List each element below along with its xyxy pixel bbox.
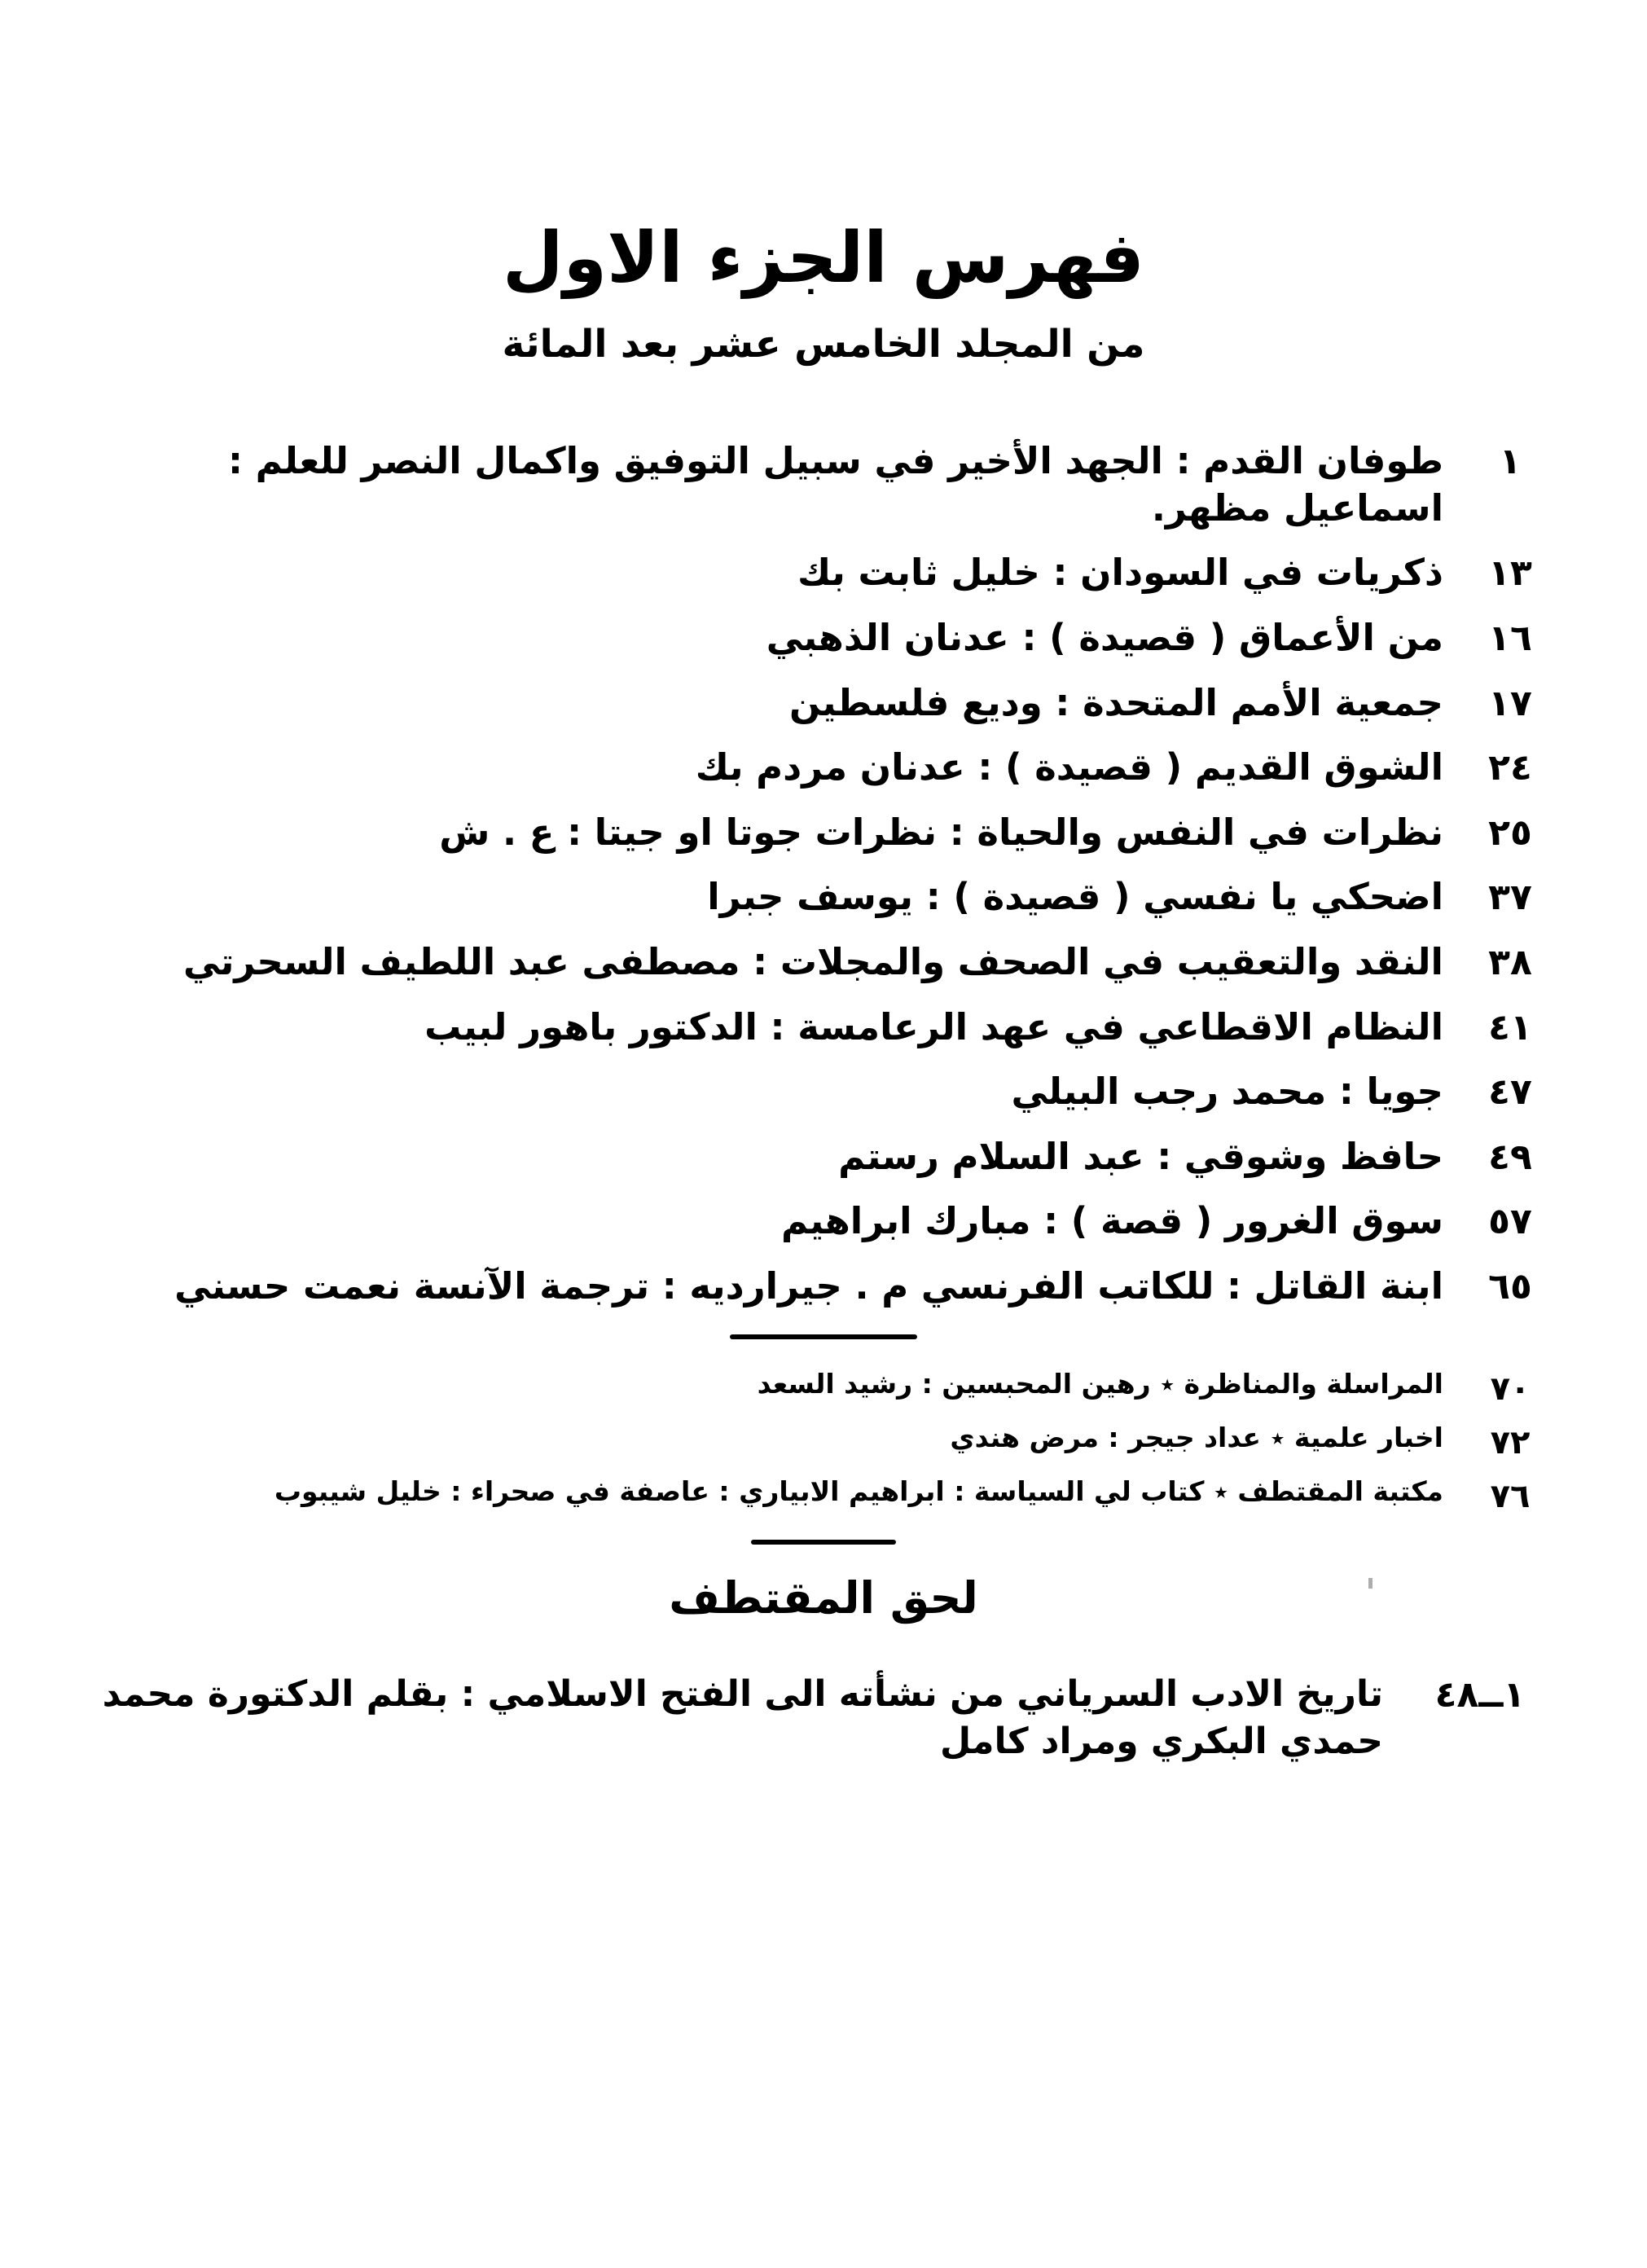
toc-entry-title: حافظ وشوقي : عبد السلام رستم xyxy=(838,1134,1443,1178)
toc-entry xyxy=(0,1198,1647,1245)
toc-entry-page-number: ٤٩ xyxy=(1488,1136,1532,1178)
toc-entry xyxy=(0,1421,1647,1461)
toc-entry-page-number: ١٧ xyxy=(1488,682,1532,724)
scan-speck xyxy=(1368,1578,1372,1589)
toc-entry-page-number: ١٦ xyxy=(1488,618,1532,660)
appendix-heading: لحق المقتطف xyxy=(669,1571,978,1624)
toc-entry-page-number: ٧٦ xyxy=(1490,1477,1531,1515)
toc-entry xyxy=(0,1004,1647,1051)
toc-entry xyxy=(0,1263,1647,1310)
toc-entry-page-number: ١ــ٤٨ xyxy=(1434,1673,1526,1716)
toc-entry-title: النظام الاقطاعي في عهد الرعامسة : الدكتور باهور لبيب xyxy=(424,1004,1443,1048)
toc-appendix-list xyxy=(0,1671,1647,1765)
toc-entry-title: اخبار علمية ٭ عداد جيجر : مرض هندي xyxy=(950,1421,1443,1453)
toc-entry xyxy=(0,1367,1647,1408)
toc-entry xyxy=(0,744,1647,791)
toc-entry xyxy=(0,679,1647,727)
toc-entry-title: النقد والتعقيب في الصحف والمجلات : مصطفى عبد اللطيف السحرتي xyxy=(183,940,1443,984)
toc-entry-page-number: ٢٤ xyxy=(1488,747,1532,789)
toc-entry xyxy=(0,938,1647,986)
toc-entry xyxy=(0,1475,1647,1515)
toc-entry-title: ابنة القاتل : للكاتب الفرنسي م . جيرارديه : ترجمة الآنسة نعمت حسني xyxy=(174,1264,1443,1308)
toc-entry-title: اضحكي يا نفسي ( قصيدة ) : يوسف جبرا xyxy=(707,875,1443,919)
page-header xyxy=(0,218,1647,367)
toc-entry-page-number: ٤٧ xyxy=(1488,1071,1532,1114)
toc-entry-page-number: ٦٥ xyxy=(1488,1266,1532,1308)
toc-entry-title: نظرات في النفس والحياة : نظرات جوتا او جيتا : ع . ش xyxy=(439,810,1443,854)
toc-entry xyxy=(0,437,1647,531)
toc-entry-page-number: ٥٧ xyxy=(1488,1201,1532,1243)
toc-entry-title: تاريخ الادب السرياني من نشأته الى الفتح الاسلامي : بقلم الدكتورة محمد حمدي البكري ومراد كامل xyxy=(102,1672,1383,1762)
page-subtitle: من المجلد الخامس عشر بعد المائة xyxy=(502,321,1145,367)
toc-entry-title: مكتبة المقتطف ٭ كتاب لي السياسة : ابراهيم الابياري : عاصفة في صحراء : خليل شيبوب xyxy=(274,1475,1443,1507)
toc-entry-page-number: ٢٥ xyxy=(1488,811,1532,854)
toc-entry xyxy=(0,614,1647,662)
toc-main-list xyxy=(0,437,1647,1309)
section-divider-1 xyxy=(730,1334,917,1339)
toc-entry-page-number: ٤١ xyxy=(1488,1006,1532,1048)
toc-entry-title: طوفان القدم : الجهد الأخير في سبيل التوفيق واكمال النصر للعلم : اسماعيل مظهر. xyxy=(227,439,1443,530)
toc-entry-page-number: ٣٨ xyxy=(1488,942,1532,984)
toc-entry-page-number: ٣٧ xyxy=(1488,877,1532,919)
toc-small-list xyxy=(0,1367,1647,1515)
toc-entry-page-number: ٧٠ xyxy=(1490,1369,1531,1408)
toc-entry xyxy=(0,549,1647,596)
toc-entry-title: جمعية الأمم المتحدة : وديع فلسطين xyxy=(789,680,1443,724)
page-title: فهرس الجزء الاول xyxy=(503,218,1144,299)
toc-entry-title: المراسلة والمناظرة ٭ رهين المحبسين : رشيد السعد xyxy=(757,1367,1443,1400)
toc-entry xyxy=(0,1133,1647,1180)
toc-entry xyxy=(0,1671,1647,1765)
toc-entry-title: الشوق القديم ( قصيدة ) : عدنان مردم بك xyxy=(695,745,1443,789)
toc-entry-title: ذكريات في السودان : خليل ثابت بك xyxy=(797,551,1443,595)
toc-entry-page-number: ٧٢ xyxy=(1490,1423,1531,1461)
toc-entry xyxy=(0,809,1647,856)
toc-entry-title: من الأعماق ( قصيدة ) : عدنان الذهبي xyxy=(766,616,1443,660)
toc-entry-title: سوق الغرور ( قصة ) : مبارك ابراهيم xyxy=(780,1199,1443,1243)
toc-entry xyxy=(0,1068,1647,1115)
toc-entry-title: جويا : محمد رجب البيلي xyxy=(1011,1070,1443,1114)
toc-entry xyxy=(0,873,1647,921)
toc-entry-page-number: ١٣ xyxy=(1488,552,1532,595)
toc-entry-page-number: ١ xyxy=(1499,441,1522,483)
section-divider-2 xyxy=(751,1540,896,1545)
